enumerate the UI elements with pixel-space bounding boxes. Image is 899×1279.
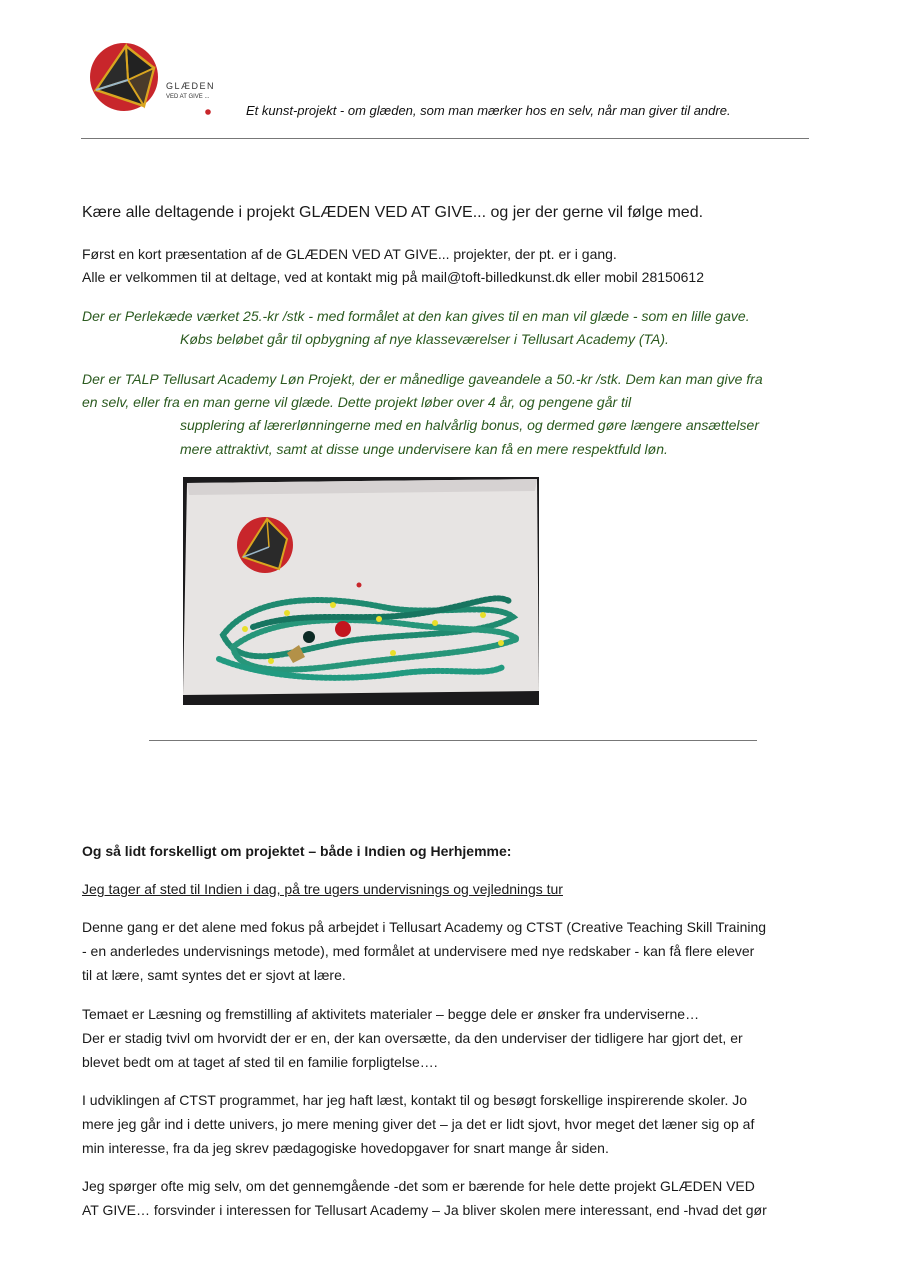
section-divider (149, 740, 757, 741)
section-heading: Og så lidt forskelligt om projektet – både i Indien og Herhjemme: (82, 843, 512, 859)
paragraph-line: Denne gang er det alene med fokus på arbejdet i Tellusart Academy og CTST (Creative Teaching Skill Training (82, 919, 767, 935)
paragraph-line: mere jeg går ind i dette univers, jo mere mening giver det – ja det er lidt sjovt, hvor meget det læner sig op af (82, 1116, 755, 1132)
paragraph-line: Der er stadig tvivl om hvorvidt der er en, der kan oversætte, da den underviser der tidligere har gjort det, er (82, 1030, 743, 1046)
subheading: Jeg tager af sted til Indien i dag, på tre ugers undervisnings og vejlednings tur (82, 881, 563, 897)
logo (88, 40, 220, 116)
greeting: Kære alle deltagende i projekt GLÆDEN VED AT GIVE... og jer der gerne vil følge med. (82, 204, 704, 221)
paragraph-line: Temaet er Læsning og fremstilling af aktivitets materialer – begge dele er ønsker fra underviserne… (82, 1006, 700, 1022)
paragraph-line: til at lære, samt syntes det er sjovt at lære. (82, 967, 346, 983)
paragraph-line: min interesse, fra da jeg skrev pædagogiske hovedopgaver for snart mange år siden. (82, 1140, 609, 1156)
perlekaede-line: Der er Perlekæde værket 25.-kr /stk - med formålet at den kan gives til en man vil glæde - som en lille gave. (82, 308, 750, 324)
intro-line: Alle er velkommen til at deltage, ved at kontakt mig på mail@toft-billedkunst.dk eller mobil 28150612 (82, 269, 704, 285)
tagline: Et kunst-projekt - om glæden, som man mærker hos en selv, når man giver til andre. (246, 103, 731, 118)
talp-line: mere attraktivt, samt at disse unge undervisere kan få en mere respektfuld løn. (180, 441, 668, 457)
necklace-image (183, 477, 539, 705)
talp-line: supplering af lærerlønningerne med en halvårlig bonus, og dermed gøre længere ansættelser (180, 417, 759, 433)
logo-text: GLÆDEN (166, 81, 216, 91)
paragraph-line: - en anderledes undervisnings metode), med formålet at undervisere med nye redskaber - kan få flere elever (82, 943, 755, 959)
paragraph-line: blevet bedt om at taget af sted til en familie forpligtelse…. (82, 1054, 438, 1070)
necklace-photo (183, 477, 539, 705)
header-divider (81, 138, 809, 139)
paragraph-line: I udviklingen af CTST programmet, har jeg haft læst, kontakt til og besøgt forskellige inspirerende skoler. Jo (82, 1092, 748, 1108)
logo-subtext: VED AT GIVE ... (166, 94, 210, 100)
paragraph-line: AT GIVE… forsvinder i interessen for Tellusart Academy – Ja bliver skolen mere interessant, end -hvad det gør (82, 1202, 767, 1218)
paragraph-line: Jeg spørger ofte mig selv, om det gennemgående -det som er bærende for hele dette projekt GLÆDEN VED (82, 1178, 755, 1194)
logo-emblem-icon (88, 40, 220, 116)
perlekaede-line: Købs beløbet går til opbygning af nye klasseværelser i Tellusart Academy (TA). (180, 331, 669, 347)
talp-line: Der er TALP Tellusart Academy Løn Projekt, der er månedlige gaveandele a 50.-kr /stk. Dem kan man give fra (82, 371, 763, 387)
intro-line: Først en kort præsentation af de GLÆDEN VED AT GIVE... projekter, der pt. er i gang. (82, 246, 617, 262)
talp-line: en selv, eller fra en man gerne vil glæde. Dette projekt løber over 4 år, og pengene går til (82, 394, 632, 410)
